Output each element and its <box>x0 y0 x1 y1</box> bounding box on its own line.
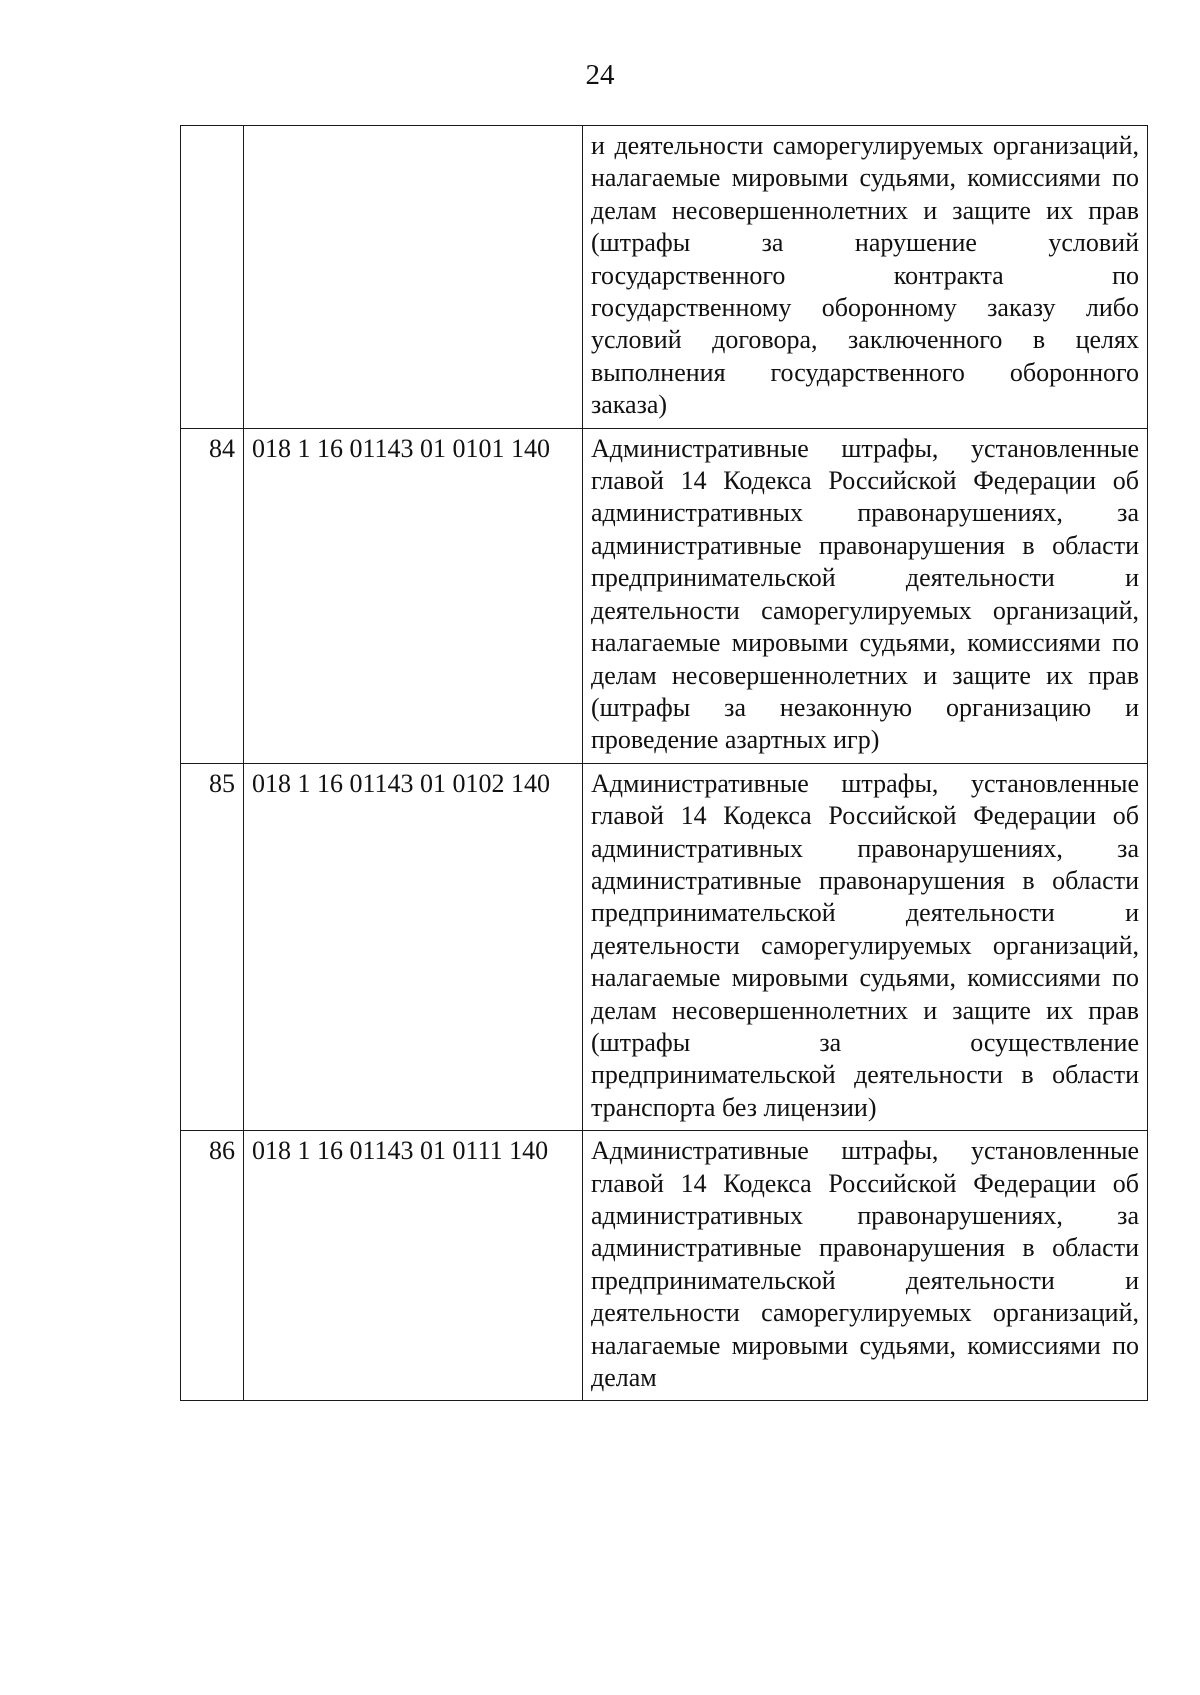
table-row <box>181 428 1148 763</box>
budget-code: 018 1 16 01143 01 0111 140 <box>244 1131 583 1401</box>
table-row <box>181 763 1148 1130</box>
row-number: 85 <box>181 763 244 1130</box>
budget-code <box>244 126 583 429</box>
row-description: Административные штрафы, установленные главой 14 Кодекса Российской Федерации об административных правонарушениях, за административные правонарушения в области предпринимательской деятельности и деятельности саморегулируемых организаций, налагаемые мировыми судьями, комиссиями по делам несовершеннолетних и защите их прав (штрафы за осуществление предпринимательской деятельности в области транспорта без лицензии) <box>583 763 1148 1130</box>
row-description: и деятельности саморегулируемых организаций, налагаемые мировыми судьями, комиссиями по делам несовершеннолетних и защите их прав (штрафы за нарушение условий государственного контракта по государственному оборонному заказу либо условий договора, заключенного в целях выполнения государственного оборонного заказа) <box>583 126 1148 429</box>
table-row <box>181 126 1148 429</box>
budget-code: 018 1 16 01143 01 0102 140 <box>244 763 583 1130</box>
row-description: Административные штрафы, установленные главой 14 Кодекса Российской Федерации об административных правонарушениях, за административные правонарушения в области предпринимательской деятельности и деятельности саморегулируемых организаций, налагаемые мировыми судьями, комиссиями по делам <box>583 1131 1148 1401</box>
row-number: 84 <box>181 428 244 763</box>
budget-code-table <box>180 125 1148 1401</box>
row-number <box>181 126 244 429</box>
table-row <box>181 1131 1148 1401</box>
row-description: Административные штрафы, установленные главой 14 Кодекса Российской Федерации об административных правонарушениях, за административные правонарушения в области предпринимательской деятельности и деятельности саморегулируемых организаций, налагаемые мировыми судьями, комиссиями по делам несовершеннолетних и защите их прав (штрафы за незаконную организацию и проведение азартных игр) <box>583 428 1148 763</box>
page-number: 24 <box>585 59 615 91</box>
row-number: 86 <box>181 1131 244 1401</box>
budget-code: 018 1 16 01143 01 0101 140 <box>244 428 583 763</box>
